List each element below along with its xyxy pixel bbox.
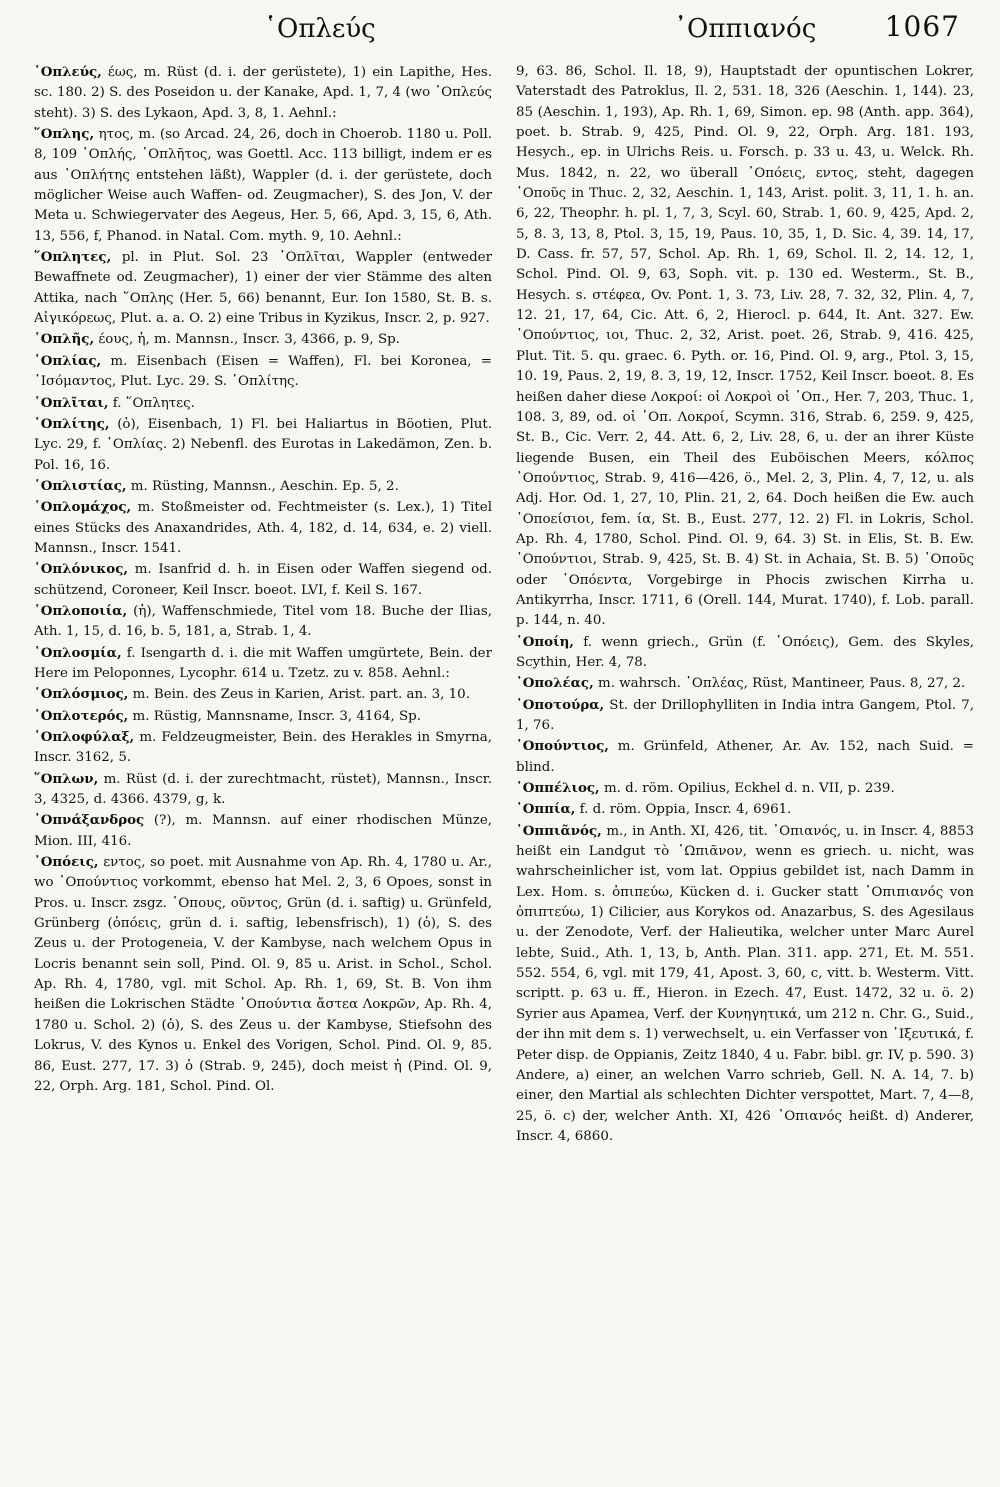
entry-headword: ῾Οπλοτερός, <box>34 707 129 724</box>
dictionary-entry <box>34 852 492 1097</box>
text-columns <box>34 62 974 1147</box>
dictionary-entry <box>34 559 492 601</box>
dictionary-entry <box>34 727 492 769</box>
entry-headword: ᾿Οππέλιος, <box>516 780 600 797</box>
dictionary-entry <box>34 329 492 350</box>
entry-body: m. Eisenbach (Eisen = Waffen), Fl. bei Koronea, = ᾿Ισόμαντος, Plut. Lyc. 29. S. ῾Οπλίτης. <box>34 353 492 390</box>
entry-headword: ᾿Οποίη, <box>516 633 574 650</box>
entry-headword: ῞Οπλων, <box>34 770 99 787</box>
entry-body: m. Rüst (d. i. der zurechtmacht, rüstet), Mannsn., Inscr. 3, 4325, d. 4366. 4379, g, k. <box>34 771 492 808</box>
entry-headword: ῾Οπλίτης, <box>34 415 110 432</box>
dictionary-entry <box>34 769 492 811</box>
dictionary-entry <box>516 778 974 799</box>
dictionary-entry <box>34 601 492 643</box>
entry-headword: ᾿Οπνάξανδρος <box>34 812 145 829</box>
dictionary-entry <box>34 124 492 247</box>
entry-body: m. wahrsch. ῾Οπλέας, Rüst, Mantineer, Paus. 8, 27, 2. <box>593 676 966 692</box>
entry-headword: ῾Οπλόσμιος, <box>34 686 129 703</box>
dictionary-entry <box>516 821 974 1148</box>
entry-headword: ῞Οπλητες, <box>34 249 112 266</box>
entry-headword: ῞Οπλης, <box>34 126 95 143</box>
entry-body: (ἡ), Waffenschmiede, Titel vom 18. Buche der Ilias, Ath. 1, 15, d. 16, b. 5, 181, a, Strab. 1, 4. <box>34 603 492 640</box>
dictionary-entry <box>516 799 974 820</box>
entry-headword: ᾿Οπούντιος, <box>516 738 609 755</box>
dictionary-entry <box>34 684 492 705</box>
entry-body: f. ῞Οπλητες. <box>108 395 195 411</box>
entry-body: m. Rüstig, Mannsname, Inscr. 3, 4164, Sp. <box>128 708 422 724</box>
entry-headword: ῾Οπλῆς, <box>34 331 95 348</box>
entry-headword: ᾿Οποτούρα, <box>516 696 605 713</box>
entry-headword: ᾿Οππία, <box>516 801 576 818</box>
entry-body: m. Isanfrid d. h. in Eisen oder Waffen siegend od. schützend, Coroneer, Keil Inscr. boeot. LVI, f. Keil S. 167. <box>34 562 492 598</box>
entry-body: m. Bein. des Zeus in Karien, Arist. part. an. 3, 10. <box>128 687 470 703</box>
page-number: 1067 <box>884 10 960 43</box>
entry-body: St. der Drillophylliten in India intra Gangem, Ptol. 7, 1, 76. <box>516 697 974 733</box>
dictionary-entry <box>34 497 492 559</box>
entry-body: m. Grünfeld, Athener, Ar. Av. 152, nach Suid. = blind. <box>516 739 974 775</box>
dictionary-entry <box>516 62 974 632</box>
dictionary-entry <box>34 476 492 497</box>
dictionary-entry <box>34 393 492 414</box>
entry-body: 9, 63. 86, Schol. Il. 18, 9), Hauptstadt der opuntischen Lokrer, Vaterstadt des Patroklus, Il. 2, 531. 18, 326 (Aeschin. 1, 144). 23, 85 (Aeschin. 1, 193), Ap. Rh. 1, 69, Simon. ep. 98 (Anth. app. 364), poet. b. Strab. 9, 425, Pind. Ol. 9, 22, Orph. Arg. 181. 193, Hesych., ep. in Ulrichs Reis. u. Forsch. p. 33 u. 43, u. Welck. Rh. Mus. 1842, n. 22, wo überall ᾿Οπόεις, εντος, steht, dagegen ᾿Οποῦς in Thuc. 2, 32, Aeschin. 1, 143, Arist. polit. 3, 11, 1. h. an. 6, 22, Theophr. h. pl. 1, 7, 3, Scyl. 60, Strab. 1, 60. 9, 425, Apd. 2, 5, 8. 3, 13, 8, Ptol. 3, 15, 19, Paus. 10, 35, 1, D. Sic. 4, 39. 14, 17, D. Cass. fr. 57, 57, Schol. Ap. Rh. 1, 69, Schol. Il. 2, 14. 12, 1, Schol. Pind. Ol. 9, 63, Soph. vit. p. 130 ed. Westerm., St. B., Hesych. s. στέφεα, Ov. Pont. 1, 3. 73, Liv. 28, 7. 32, 32, Plin. 4, 7, 12. 21, 17, 64, Cic. Att. 6, 2, Hierocl. p. 644, It. Ant. 327. Ew. ᾿Οπούντιος, ιοι, Thuc. 2, 32, Arist. poet. 26, Strab. 9, 416. 425, Plut. Tit. 5. qu. graec. 6. Pyth. or. 16, Pind. Ol. 9, arg., Ptol. 3, 15, 10. 19, Paus. 2, 19, 8. 3, 19, 12, Inscr. 1752, Keil Inscr. boeot. 8. Es heißen daher diese Λοκροί: οἱ Λοκροὶ οἱ ᾿Οπ., Her. 7, 203, Thuc. 1, 108. 3, 89, od. οἱ ᾿Οπ. Λοκροί, Scymn. 316, Strab. 6, 259. 9, 425, St. B., Cic. Verr. 2, 44. Att. 6, 2, Liv. 28, 6, u. der an ihrer Küste liegende Busen, ein Theil des Euböischen Meers, κόλπος ᾿Οπούντιος, Strab. 9, 416—426, ö., Mel. 2, 3, Plin. 4, 7, 12, u. als Adj. Hor. Od. 1, 27, 10, Plin. 21, 2, 64. Doch heißen die Ew. auch ᾿Οποείσιοι, fem. ία, St. B., Eust. 277, 12. 2) Fl. in Lokris, Schol. Ap. Rh. 4, 1780, Schol. Pind. Ol. 9, 64. 3) St. in Elis, St. B. Ew. ᾿Οπούντιοι, Strab. 9, 425, St. B. 4) St. in Achaia, St. B. 5) ᾿Οποῦς oder ᾿Οπόεντα, Vorgebirge in Phocis zwischen Kirrha u. Antikyrrha, Inscr. 1711, 6 (Orell. 144, Murat. 1740), f. Lob. parall. p. 144, n. 40. <box>516 64 974 629</box>
entry-headword: ῾Οπλιστίας, <box>34 477 127 494</box>
dictionary-entry <box>34 810 492 852</box>
entry-headword: ῾Οπλόνικος, <box>34 561 129 578</box>
dictionary-entry <box>516 673 974 694</box>
entry-body: m. Rüsting, Mannsn., Aeschin. Ep. 5, 2. <box>126 478 399 494</box>
entry-headword: ᾿Οππιᾶνός, <box>516 822 602 839</box>
right-column <box>516 62 974 1147</box>
entry-body: f. wenn griech., Grün (f. ᾿Οπόεις), Gem. des Skyles, Scythin, Her. 4, 78. <box>516 634 974 670</box>
dictionary-entry <box>34 351 492 393</box>
entry-body: m., in Anth. XI, 426, tit. ᾿Οπιανός, u. in Inscr. 4, 8853 heißt ein Landgut τὸ ᾿Ωπιᾶνον, wenn es griech. u. nicht, was wahrscheinlicher ist, vom lat. Oppius gebildet ist, nach Damm in Lex. Hom. s. ὀπιπεύω, Kücken d. i. Gucker statt ᾿Οπιπιανός von ὀπιπτεύω, 1) Cilicier, aus Korykos od. Anazarbus, S. des Agesilaus u. der Zenodote, Verf. der Halieutika, welcher unter Marc Aurel lebte, Suid., Ath. 1, 13, b, Anth. Plan. 311. app. 271, Et. M. 551. 552. 554, 6, vgl. mit 179, 41, Apost. 3, 60, c, vitt. b. Westerm. Vitt. scriptt. p. 63 u. ff., Hieron. in Ezech. 47, Eust. 1472, 32 u. ö. 2) Syrier aus Apamea, Verf. der Κυνηγητικά, um 212 n. Chr. G., Suid., der ihn mit dem s. 1) verwechselt, u. ein Verfasser von ᾿Ιξευτικά, f. Peter disp. de Oppianis, Zeitz 1840, 4 u. Fabr. bibl. gr. IV, p. 590. 3) Andere, a) einer, an welchen Varro schrieb, Gell. N. A. 14, 7. b) einer, den Martial als schlechten Dichter verspottet, Mart. 7, 4—8, 25, ö. c) der, welcher Anth. XI, 426 ᾿Οπιανός heißt. d) Anderer, Inscr. 4, 6860. <box>516 823 974 1144</box>
dictionary-entry <box>34 62 492 124</box>
entry-body: εντος, so poet. mit Ausnahme von Ap. Rh. 4, 1780 u. Ar., wo ᾿Οπούντιος vorkommt, ebenso hat Mel. 2, 3, 6 Opoes, sonst in Pros. u. Inscr. zsgz. ᾿Οπους, οῦντος, Grün (d. i. saftig) u. Grünfeld, Grünberg (ὀπόεις, grün d. i. saftig, lebensfrisch), 1) (ὁ), S. des Zeus u. der Protogeneia, V. der Kambyse, nach welchem Opus in Locris benannt sein soll, Pind. Ol. 9, 85 u. Arist. in Schol., Schol. Ap. Rh. 4, 1780, vgl. mit Schol. Ap. Rh. 1, 69, St. B. Von ihm heißen die Lokrischen Städte ᾿Οπούντια ἄστεα Λοκρῶν, Ap. Rh. 4, 1780 u. Schol. 2) (ὁ), S. des Zeus u. der Kambyse, Stiefsohn des Lokrus, V. des Kynos u. Enkel des Vorigen, Schol. Pind. Ol. 9, 85. 86, Eust. 277, 17. 3) ὁ (Strab. 9, 245), doch meist ἡ (Pind. Ol. 9, 22, Orph. Arg. 181, Schol. Pind. Ol. <box>34 855 492 1094</box>
dictionary-entry <box>516 695 974 737</box>
entry-headword: ῾Οπλομάχος, <box>34 499 132 516</box>
entry-headword: ᾿Οπολέας, <box>516 675 594 692</box>
entry-headword: ῾Οπλῖται, <box>34 394 109 411</box>
entry-body: έως, m. Rüst (d. i. der gerüstete), 1) ein Lapithe, Hes. sc. 180. 2) S. des Poseidon u. der Kanake, Apd. 1, 7, 4 (wo ᾿Οπλεύς steht). 3) S. des Lykaon, Apd. 3, 8, 1. Aehnl.: <box>34 65 492 121</box>
entry-body: (ὁ), Eisenbach, 1) Fl. bei Haliartus in Böotien, Plut. Lyc. 29, f. ῾Οπλίας. 2) Nebenfl. des Eurotas in Lakedämon, Zen. b. Pol. 16, 16. <box>34 416 492 473</box>
header-left-catchword: ῾Οπλεύς <box>264 14 376 44</box>
header-right-catchword: ᾿Οππιανός <box>674 14 817 44</box>
dictionary-entry <box>34 706 492 727</box>
entry-headword: ῾Οπλοφύλαξ, <box>34 729 135 745</box>
entry-body: έους, ἡ, m. Mannsn., Inscr. 3, 4366, p. 9, Sp. <box>94 332 400 348</box>
dictionary-entry <box>516 736 974 778</box>
entry-body: m. d. röm. Opilius, Eckhel d. n. VII, p. 239. <box>599 781 895 797</box>
entry-body: m. Stoßmeister od. Fechtmeister (s. Lex.), 1) Titel eines Stücks des Anaxandrides, Ath. 4, 182, d. 14, 634, e. 2) viell. Mannsn., Inscr. 1541. <box>34 500 492 556</box>
entry-headword: ῾Οπλίας, <box>34 352 102 369</box>
dictionary-entry <box>34 247 492 329</box>
left-column <box>34 62 492 1147</box>
entry-body: m. Feldzeugmeister, Bein. des Herakles in Smyrna, Inscr. 3162, 5. <box>34 730 492 766</box>
entry-body: ητος, m. (so Arcad. 24, 26, doch in Choerob. 1180 u. Poll. 8, 109 ῾Οπλής, ῾Οπλῆτος, was Goettl. Acc. 113 billigt, indem er es aus ῾Οπλήτης entstehen läßt), Wappler (d. i. der gerüstete, doch möglicher Weise auch Waffen- od. Zeugmacher), S. des Jon, V. der Meta u. Schwiegervater des Aegeus, Her. 5, 66, Apd. 3, 15, 6, Ath. 13, 556, f, Phanod. in Natal. Com. myth. 9, 10. Aehnl.: <box>34 127 492 244</box>
entry-headword: ῾Οπλεύς, <box>34 64 102 80</box>
entry-body: pl. in Plut. Sol. 23 ῾Οπλῖται, Wappler (entweder Bewaffnete od. Zeugmacher), 1) einer der vier Stämme des alten Attika, nach ῞Οπλης (Her. 5, 66) benannt, Eur. Ion 1580, St. B. s. Αἰγικόρεως, Plut. a. a. O. 2) eine Tribus in Kyzikus, Inscr. 2, p. 927. <box>34 250 492 327</box>
entry-body: (?), m. Mannsn. auf einer rhodischen Münze, Mion. III, 416. <box>34 813 492 849</box>
page-header <box>34 0 974 62</box>
dictionary-entry <box>34 414 492 476</box>
dictionary-entry <box>516 632 974 674</box>
dictionary-entry <box>34 643 492 685</box>
entry-body: f. d. röm. Oppia, Inscr. 4, 6961. <box>575 802 792 818</box>
entry-headword: ᾿Οπόεις, <box>34 854 99 871</box>
entry-headword: ῾Οπλοσμία, <box>34 644 122 661</box>
entry-body: f. Isengarth d. i. die mit Waffen umgürtete, Bein. der Here im Peloponnes, Lycophr. 614 u. Tzetz. zu v. 858. Aehnl.: <box>34 645 492 681</box>
entry-headword: ῾Οπλοποιία, <box>34 602 128 619</box>
